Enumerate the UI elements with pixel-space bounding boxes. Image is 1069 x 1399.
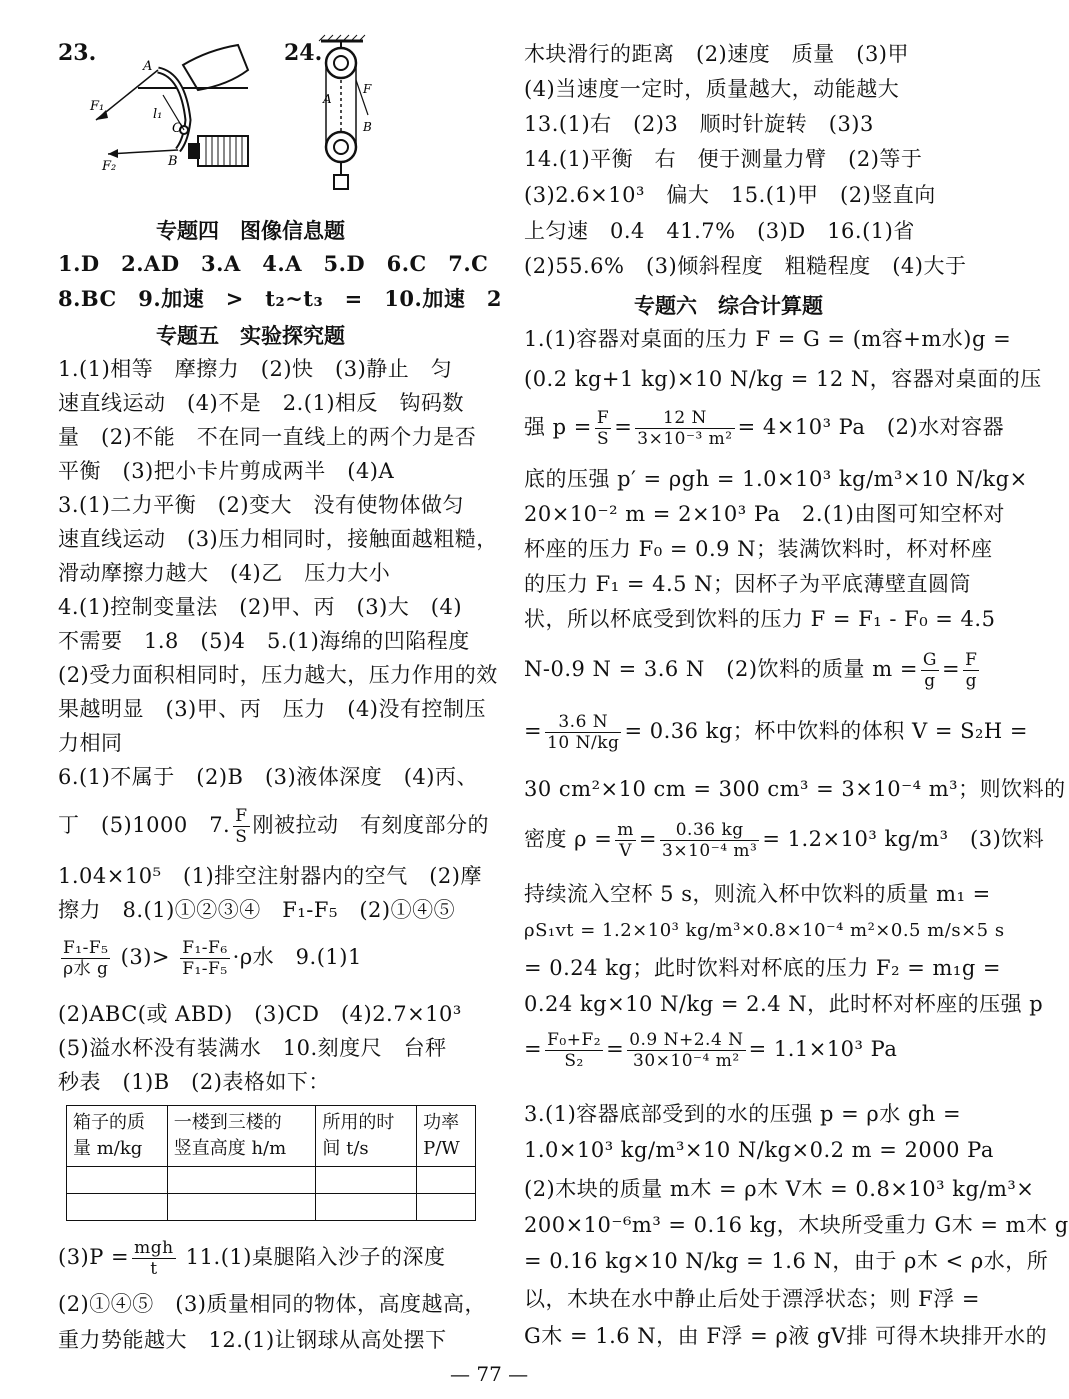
fraction-numerator: 0.9 N+2.4 N [629, 1030, 744, 1050]
svg-text:A: A [323, 92, 332, 106]
fraction [545, 712, 621, 753]
answer-text: = [638, 827, 658, 851]
answer-text: = [942, 657, 961, 681]
answer-text: 强 p = [524, 415, 592, 439]
answer-line: (2)木块的质量 m木 = ρ木 V木 = 0.8×10³ kg/m³× [524, 1177, 1035, 1201]
fraction-denominator: V [615, 840, 636, 861]
fraction-numerator: 3.6 N [558, 712, 609, 732]
svg-text:F₁: F₁ [90, 99, 105, 114]
answer-text: (3)P = [58, 1245, 130, 1269]
answer-line: 果越明显 (3)甲、丙 压力 (4)没有控制压 [58, 697, 486, 721]
answer-line: 上匀速 0.4 41.7% (3)D 16.(1)省 [524, 219, 915, 243]
answer-line: 的压力 F₁ = 4.5 N；因杯子为平底薄壁直圆筒 [524, 572, 972, 596]
answer-text: 密度 ρ = [524, 827, 613, 851]
fraction-denominator: S [595, 428, 611, 449]
answer-text: 刚被拉动 有刻度部分的 [252, 813, 490, 837]
fraction-numerator: F [596, 408, 610, 428]
svg-text:A: A [143, 59, 153, 74]
answer-line: 状，所以杯底受到饮料的压力 F = F₁ - F₀ = 4.5 [524, 607, 996, 631]
answer-text: = [614, 415, 633, 439]
answer-line: 以，木块在水中静止后处于漂浮状态；则 F浮 = [524, 1287, 981, 1311]
answer-line [58, 806, 489, 847]
answer-line: 速直线运动 (3)压力相同时，接触面越粗糙， [58, 527, 498, 551]
answer-line: 1.0×10³ kg/m³×10 N/kg×0.2 m = 2000 Pa [524, 1138, 994, 1162]
fraction-numerator: F₁-F₅ [63, 938, 109, 958]
answer-line: (2)①④⑤ (3)质量相同的物体，高度越高， [58, 1292, 486, 1316]
answer-line: 擦力 8.(1)①②③④ F₁-F₅ (2)①④⑤ [58, 898, 456, 922]
answer-line: 不需要 1.8 (5)4 5.(1)海绵的凹陷程度 [58, 629, 470, 653]
fraction-denominator: S [233, 826, 249, 847]
fraction [635, 408, 734, 449]
fraction-denominator: 10 N/kg [547, 733, 620, 753]
svg-text:F₂: F₂ [102, 159, 117, 174]
answer-text: 丁 (5)1000 7. [58, 813, 231, 837]
fraction-numerator: F₁-F₆ [182, 938, 228, 958]
answer-line [524, 820, 1044, 861]
fraction-denominator: g [963, 670, 979, 691]
answer-line: 4.(1)控制变量法 (2)甲、丙 (3)大 (4) [58, 595, 463, 619]
fraction-denominator: 30×10⁻⁴ m² [627, 1050, 745, 1071]
fraction-denominator: S₂ [545, 1050, 603, 1071]
answer-line: 底的压强 p′ = ρgh = 1.0×10³ kg/m³×10 N/kg× [524, 467, 1028, 491]
svg-text:B: B [168, 154, 178, 169]
fraction-numerator: 0.36 kg [675, 820, 744, 840]
answer-line: 20×10⁻² m = 2×10³ Pa 2.(1)由图可知空杯对 [524, 502, 1005, 526]
answer-line [524, 408, 1004, 449]
fraction-denominator: ρ水 g [61, 958, 110, 979]
answer-line: 重力势能越大 12.(1)让钢球从高处摆下 [58, 1328, 447, 1352]
svg-text:O: O [172, 121, 183, 136]
answer-line: 平衡 (3)把小卡片剪成两半 (4)A [58, 459, 395, 483]
fraction-numerator: 12 N [663, 408, 707, 428]
fraction [963, 650, 979, 691]
answer-line: 3.(1)二力平衡 (2)变大 没有使物体做匀 [58, 493, 465, 517]
fraction [233, 806, 249, 847]
section-5-title: 专题五 实验探究题 [156, 323, 345, 348]
section-6-title: 专题六 综合计算题 [634, 293, 823, 318]
answer-line: 8.BC 9.加速 > t₂~t₃ = 10.加速 2 [58, 286, 502, 311]
table-header-cell: 所用的时 间 t/s [316, 1106, 417, 1167]
fraction [615, 820, 636, 861]
answer-line: 杯座的压力 F₀ = 0.9 N；装满饮料时，杯对杯座 [524, 537, 993, 561]
table-header-cell: 箱子的质 量 m/kg [67, 1106, 168, 1167]
answer-line: 30 cm²×10 cm = 300 cm³ = 3×10⁻⁴ m³；则饮料的 [524, 777, 1066, 801]
answer-text: = [524, 1037, 543, 1061]
fraction-numerator: F [235, 806, 248, 826]
lever-diagram-23 [88, 30, 258, 180]
answer-line: = 0.24 kg；此时饮料对杯底的压力 F₂ = m₁g = [524, 956, 1002, 980]
answer-line: ρS₁vt = 1.2×10³ kg/m³×0.8×10⁻⁴ m²×0.5 m/s×5 s [524, 920, 1005, 941]
answer-text: ·ρ水 9.(1)1 [232, 945, 362, 969]
fraction-numerator: F₀+F₂ [547, 1030, 602, 1050]
figure-24-label: 24. [284, 40, 323, 66]
table-header-cell: 功率 P/W [417, 1106, 476, 1167]
answer-line: 0.24 kg×10 N/kg = 2.4 N，此时杯对杯座的压强 p [524, 992, 1044, 1016]
data-table [66, 1105, 476, 1221]
answer-line: (3)2.6×10³ 偏大 15.(1)甲 (2)竖直向 [524, 183, 936, 207]
section-4-title: 专题四 图像信息题 [156, 218, 345, 243]
answer-line: 持续流入空杯 5 s，则流入杯中饮料的质量 m₁ = [524, 882, 991, 906]
answer-text: 11.(1)桌腿陷入沙子的深度 [185, 1245, 446, 1269]
fraction [627, 1030, 745, 1071]
answer-line: 3.(1)容器底部受到的水的压强 p = ρ水 gh = [524, 1102, 962, 1126]
fraction [180, 938, 229, 979]
answer-text: = [524, 719, 543, 743]
fraction-numerator: G [922, 650, 938, 670]
fraction [595, 408, 611, 449]
figure-23-label: 23. [58, 40, 97, 66]
answer-line: 14.(1)平衡 右 便于测量力臂 (2)等于 [524, 147, 923, 171]
answer-text: = 1.1×10³ Pa [748, 1037, 898, 1061]
answer-line: 1.D 2.AD 3.A 4.A 5.D 6.C 7.C [58, 251, 489, 276]
answer-text: N-0.9 N = 3.6 N (2)饮料的质量 m = [524, 657, 918, 681]
answer-line [524, 650, 982, 691]
fraction [61, 938, 110, 979]
answer-line: G木 = 1.6 N，由 F浮 = ρ液 gV排 可得木块排开水的 [524, 1324, 1048, 1348]
pulley-diagram-24 [313, 35, 393, 200]
answer-line [524, 712, 1028, 753]
fraction-denominator: 3×10⁻³ m² [637, 429, 733, 449]
answer-text: (3)> [120, 945, 170, 969]
answer-line: 力相同 [58, 731, 123, 755]
answer-line [58, 938, 362, 979]
answer-line: 量 (2)不能 不在同一直线上的两个力是否 [58, 425, 477, 449]
answer-text: = 1.2×10³ kg/m³ (3)饮料 [762, 827, 1045, 851]
fraction-denominator: 3×10⁻⁴ m³ [662, 841, 758, 861]
answer-line: (5)溢水杯没有装满水 10.刻度尺 台秤 [58, 1036, 447, 1060]
answer-line: 200×10⁻⁶m³ = 0.16 kg，木块所受重力 G木 = m木 g [524, 1213, 1069, 1237]
answer-line: 1.(1)容器对桌面的压力 F = G = (m容+m水)g = [524, 327, 1012, 351]
fraction [132, 1238, 175, 1279]
fraction [660, 820, 759, 861]
table-row [67, 1106, 476, 1167]
answer-line: 6.(1)不属于 (2)B (3)液体深度 (4)丙、 [58, 765, 478, 789]
fraction-numerator: F [965, 650, 978, 670]
fraction-numerator: m [617, 820, 634, 840]
answer-line: (2)55.6% (3)倾斜程度 粗糙程度 (4)大于 [524, 254, 967, 278]
answer-line: 滑动摩擦力越大 (4)乙 压力大小 [58, 561, 391, 585]
fraction-denominator: t [132, 1258, 175, 1279]
page-number-value: 77 [476, 1362, 502, 1386]
answer-line: (4)当速度一定时，质量越大，动能越大 [524, 77, 900, 101]
answer-line: 1.04×10⁵ (1)排空注射器内的空气 (2)摩 [58, 864, 482, 888]
answer-line: 秒表 (1)B (2)表格如下： [58, 1070, 330, 1094]
table-row [67, 1167, 476, 1194]
answer-text: = [606, 1037, 625, 1061]
fraction [545, 1030, 603, 1071]
answer-line [58, 1238, 445, 1279]
page-number: — 77 — [450, 1362, 529, 1386]
answer-line: (0.2 kg+1 kg)×10 N/kg = 12 N，容器对桌面的压 [524, 367, 1042, 391]
fraction-denominator: F₁-F₅ [182, 959, 228, 979]
answer-line: (2)受力面积相同时，压力越大，压力作用的效 [58, 663, 498, 687]
answer-line: = 0.16 kg×10 N/kg = 1.6 N，由于 ρ木 < ρ水，所 [524, 1249, 1049, 1273]
answer-line: 速直线运动 (4)不是 2.(1)相反 钩码数 [58, 391, 465, 415]
answer-text: = 0.36 kg；杯中饮料的体积 V = S₂H = [624, 719, 1028, 743]
svg-text:l₁: l₁ [153, 107, 163, 122]
table-header-cell: 一楼到三楼的 竖直高度 h/m [167, 1106, 316, 1167]
table-row [67, 1194, 476, 1221]
answer-line [524, 1030, 897, 1071]
answer-text: = 4×10³ Pa (2)水对容器 [737, 415, 1005, 439]
answer-line: 13.(1)右 (2)3 顺时针旋转 (3)3 [524, 112, 874, 136]
svg-text:F: F [363, 82, 372, 96]
answer-line: 木块滑行的距离 (2)速度 质量 (3)甲 [524, 42, 909, 66]
answer-line: 1.(1)相等 摩擦力 (2)快 (3)静止 匀 [58, 357, 453, 381]
fraction-numerator: mgh [134, 1238, 174, 1258]
fraction-denominator: g [921, 670, 939, 691]
answer-line: (2)ABC(或 ABD) (3)CD (4)2.7×10³ [58, 1002, 462, 1026]
svg-text:B: B [363, 120, 372, 134]
fraction [921, 650, 939, 691]
